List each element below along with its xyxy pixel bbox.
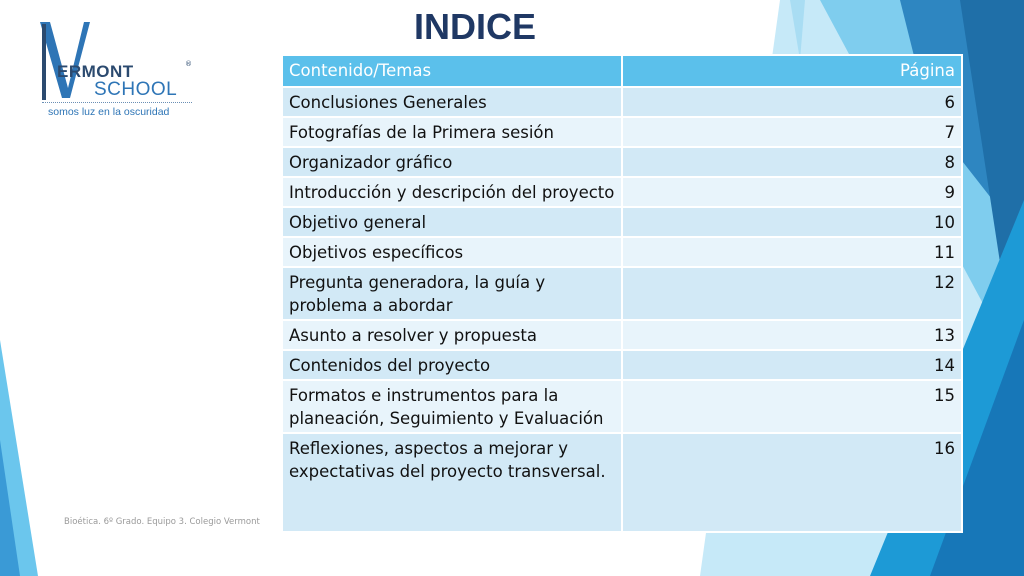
table-row	[282, 320, 962, 350]
table-row	[282, 267, 962, 320]
header-topic: Contenido/Temas	[282, 55, 622, 87]
table-header-row	[282, 55, 962, 87]
footer-text: Bioética. 6º Grado. Equipo 3. Colegio Vermont	[64, 517, 260, 527]
row-page: 15	[622, 380, 962, 433]
table-row	[282, 350, 962, 380]
row-topic: Objetivo general	[282, 207, 622, 237]
table-row	[282, 87, 962, 117]
row-page: 14	[622, 350, 962, 380]
logo-registered-mark: ®	[185, 60, 192, 68]
row-topic: Formatos e instrumentos para la planeación, Seguimiento y Evaluación	[282, 380, 622, 433]
row-topic: Organizador gráfico	[282, 147, 622, 177]
row-topic: Pregunta generadora, la guía y problema a abordar	[282, 267, 622, 320]
row-page: 10	[622, 207, 962, 237]
row-page: 7	[622, 117, 962, 147]
row-page: 16	[622, 433, 962, 532]
index-table	[281, 54, 963, 533]
table-row	[282, 237, 962, 267]
header-page: Página	[622, 55, 962, 87]
table-row	[282, 177, 962, 207]
page-title: INDICE	[413, 6, 536, 47]
logo-brand-line2: SCHOOL	[94, 79, 178, 100]
row-topic: Conclusiones Generales	[282, 87, 622, 117]
row-page: 9	[622, 177, 962, 207]
row-topic: Fotografías de la Primera sesión	[282, 117, 622, 147]
row-page: 11	[622, 237, 962, 267]
row-topic: Reflexiones, aspectos a mejorar y expectativas del proyecto transversal.	[282, 433, 622, 532]
row-topic: Objetivos específicos	[282, 237, 622, 267]
table-row	[282, 117, 962, 147]
row-page: 6	[622, 87, 962, 117]
row-page: 8	[622, 147, 962, 177]
table-row	[282, 380, 962, 433]
row-topic: Contenidos del proyecto	[282, 350, 622, 380]
table-row	[282, 433, 962, 532]
table-row	[282, 207, 962, 237]
row-topic: Asunto a resolver y propuesta	[282, 320, 622, 350]
logo-brand-line1: ERMONT	[57, 62, 134, 81]
row-page: 12	[622, 267, 962, 320]
row-topic: Introducción y descripción del proyecto	[282, 177, 622, 207]
table-row	[282, 147, 962, 177]
logo-tagline: somos luz en la oscuridad	[48, 106, 170, 118]
row-page: 13	[622, 320, 962, 350]
logo-divider	[42, 102, 192, 103]
